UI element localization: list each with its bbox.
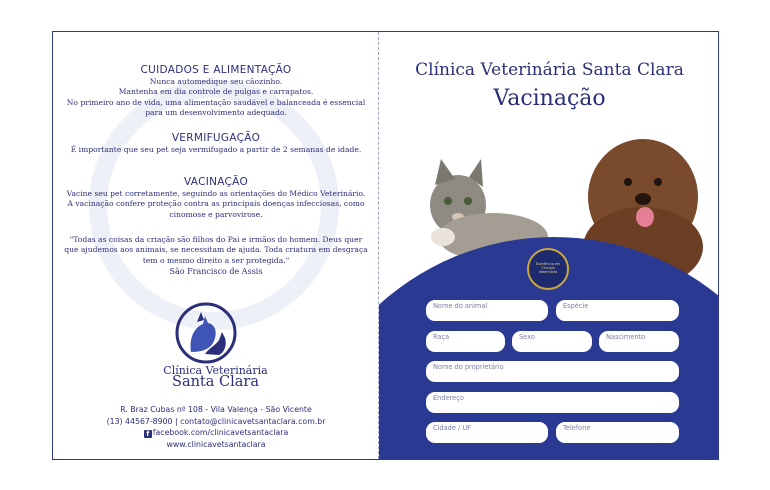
care-line: No primeiro ano de vida, uma alimentação saudável e balanceada é essencial	[66, 97, 366, 107]
vaccination-title: Vacinação	[493, 86, 606, 111]
quote-block	[61, 235, 371, 276]
section-title-care: CUIDADOS E ALIMENTAÇÃO	[140, 64, 292, 76]
address-text: R. Braz Cubas nº 108 - Vila Valença - São Vicente	[120, 405, 312, 414]
field-sex[interactable]: Sexo	[512, 331, 592, 352]
field-phone[interactable]: Telefone	[556, 422, 679, 443]
care-line: Mantenha em dia controle de pulgas e carrapatos.	[118, 87, 314, 97]
section-title-vaccination: VACINAÇÃO	[183, 176, 249, 188]
section-title-deworming: VERMIFUGAÇÃO	[171, 132, 261, 144]
section-care	[61, 64, 371, 119]
field-city-state[interactable]: Cidade / UF	[426, 422, 548, 443]
right-panel	[379, 32, 719, 459]
vaccination-line: Vacine seu pet corretamente, seguindo as orientações do Médico Veterinário.	[66, 189, 366, 198]
care-line: Nunca automedique seu cãozinho.	[149, 77, 283, 86]
field-breed[interactable]: Raça	[426, 331, 505, 352]
seal-text: Excelência em Cirurgia Veterinária	[535, 262, 561, 274]
quote-line: tem o mesmo direito a ser protegida."	[142, 255, 290, 265]
field-owner-name[interactable]: Nome do proprietário	[426, 361, 679, 382]
logo-name-line2: Santa Clara	[172, 374, 259, 390]
phone-email-text: (13) 44567-8900 | contato@clinicavetsantaclara.com.br	[106, 416, 326, 426]
section-deworming	[61, 132, 371, 155]
facebook-icon: f	[144, 430, 152, 438]
contact-block	[61, 404, 371, 450]
facebook-line	[61, 427, 371, 439]
vaccination-line: A vacinação confere proteção contra as principais doenças infecciosas, como	[67, 199, 365, 209]
logo-name-line1: Clínica Veterinária	[163, 364, 268, 377]
quote-author: São Francisco de Assis	[169, 267, 263, 277]
excellence-seal	[527, 248, 569, 290]
field-animal-name[interactable]: Nome do animal	[426, 300, 548, 321]
care-line: para um desenvolvimento adequado.	[145, 108, 287, 118]
field-address[interactable]: Endereço	[426, 392, 679, 413]
clinic-name-heading: Clínica Veterinária Santa Clara	[415, 60, 684, 80]
clinic-logo-icon	[175, 302, 237, 364]
deworming-line: É importante que seu pet seja vermifugado a partir de 2 semanas de idade.	[70, 145, 362, 154]
quote-line: que ajudemos aos animais, se necessitam de ajuda. Toda criatura em desgraça	[64, 245, 368, 255]
quote-line: "Todas as coisas da criação são filhos do Pai e irmãos do homem. Deus quer	[69, 235, 363, 244]
vaccination-card	[52, 31, 719, 460]
field-birthdate[interactable]: Nascimento	[599, 331, 679, 352]
section-vaccination	[61, 176, 371, 220]
left-panel	[53, 32, 378, 459]
facebook-text: facebook.com/clinicavetsantaclara	[152, 428, 289, 437]
vaccination-line: cinomose e parvovirose.	[169, 209, 263, 219]
website-text: www.clinicavetsantaclara	[166, 439, 266, 449]
field-species[interactable]: Espécie	[556, 300, 679, 321]
